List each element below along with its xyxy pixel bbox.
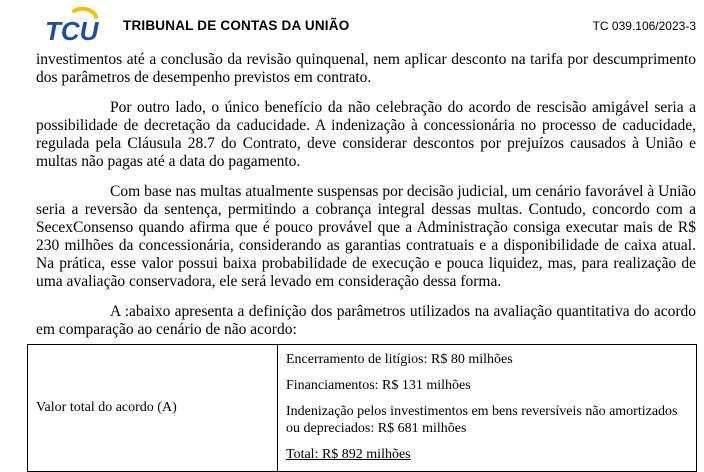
row-label: Valor total do acordo (A) bbox=[28, 345, 278, 471]
paragraph-2: Por outro lado, o único benefício da não celebração do acordo de rescisão amigável seria a possibilidade de decretação da caducidade. A indenização à concessionária no processo de caducidade, regulada pela Cláusula 28.7 do Contrato, deve considerar descontos por prejuízos causados à União e multas não pagas até a data do pagamento. bbox=[36, 99, 696, 170]
document-body bbox=[36, 51, 696, 351]
logo-text: TCU bbox=[45, 16, 99, 45]
value-item: Financiamentos: R$ 131 milhões bbox=[286, 378, 471, 393]
paragraph-3: Com base nas multas atualmente suspensas por decisão judicial, um cenário favorável à União seria a reversão da sentença, permitindo a cobrança integral dessas multas. Contudo, concordo com a SecexConsenso quando afirma que é pouco provável que a Administração consiga executar mais de R$ 230 milhões da concessionária, considerando as garantias contratuais e a disponibilidade de caixa atual. Na prática, esse valor possui baixa probabilidade de execução e pouca liquidez, mas, para realização de uma avaliação conservadora, ele será levado em consideração dessa forma. bbox=[36, 183, 696, 290]
paragraph-4: A :abaixo apresenta a definição dos parâmetros utilizados na avaliação quantitativa do acordo em comparação ao cenário de não acordo: bbox=[36, 303, 696, 338]
document-id: TC 039.106/2023-3 bbox=[592, 19, 696, 33]
row-values bbox=[278, 345, 696, 471]
page-header bbox=[0, 0, 704, 50]
value-item: Encerramento de litígios: R$ 80 milhões bbox=[286, 352, 513, 367]
organization-name: TRIBUNAL DE CONTAS DA UNIÃO bbox=[123, 18, 350, 33]
table-row bbox=[28, 345, 696, 472]
value-item: Indenização pelos investimentos em bens reversíveis não amortizados ou depreciados: R$ 681 milhões bbox=[286, 404, 678, 436]
parameters-table bbox=[27, 344, 697, 472]
paragraph-1: investimentos até a conclusão da revisão quinquenal, nem aplicar desconto na tarifa por descumprimento dos parâmetros de desempenho previstos em contrato. bbox=[36, 51, 696, 86]
value-total: Total: R$ 892 milhões bbox=[286, 447, 411, 462]
tcu-logo-icon bbox=[44, 7, 100, 45]
